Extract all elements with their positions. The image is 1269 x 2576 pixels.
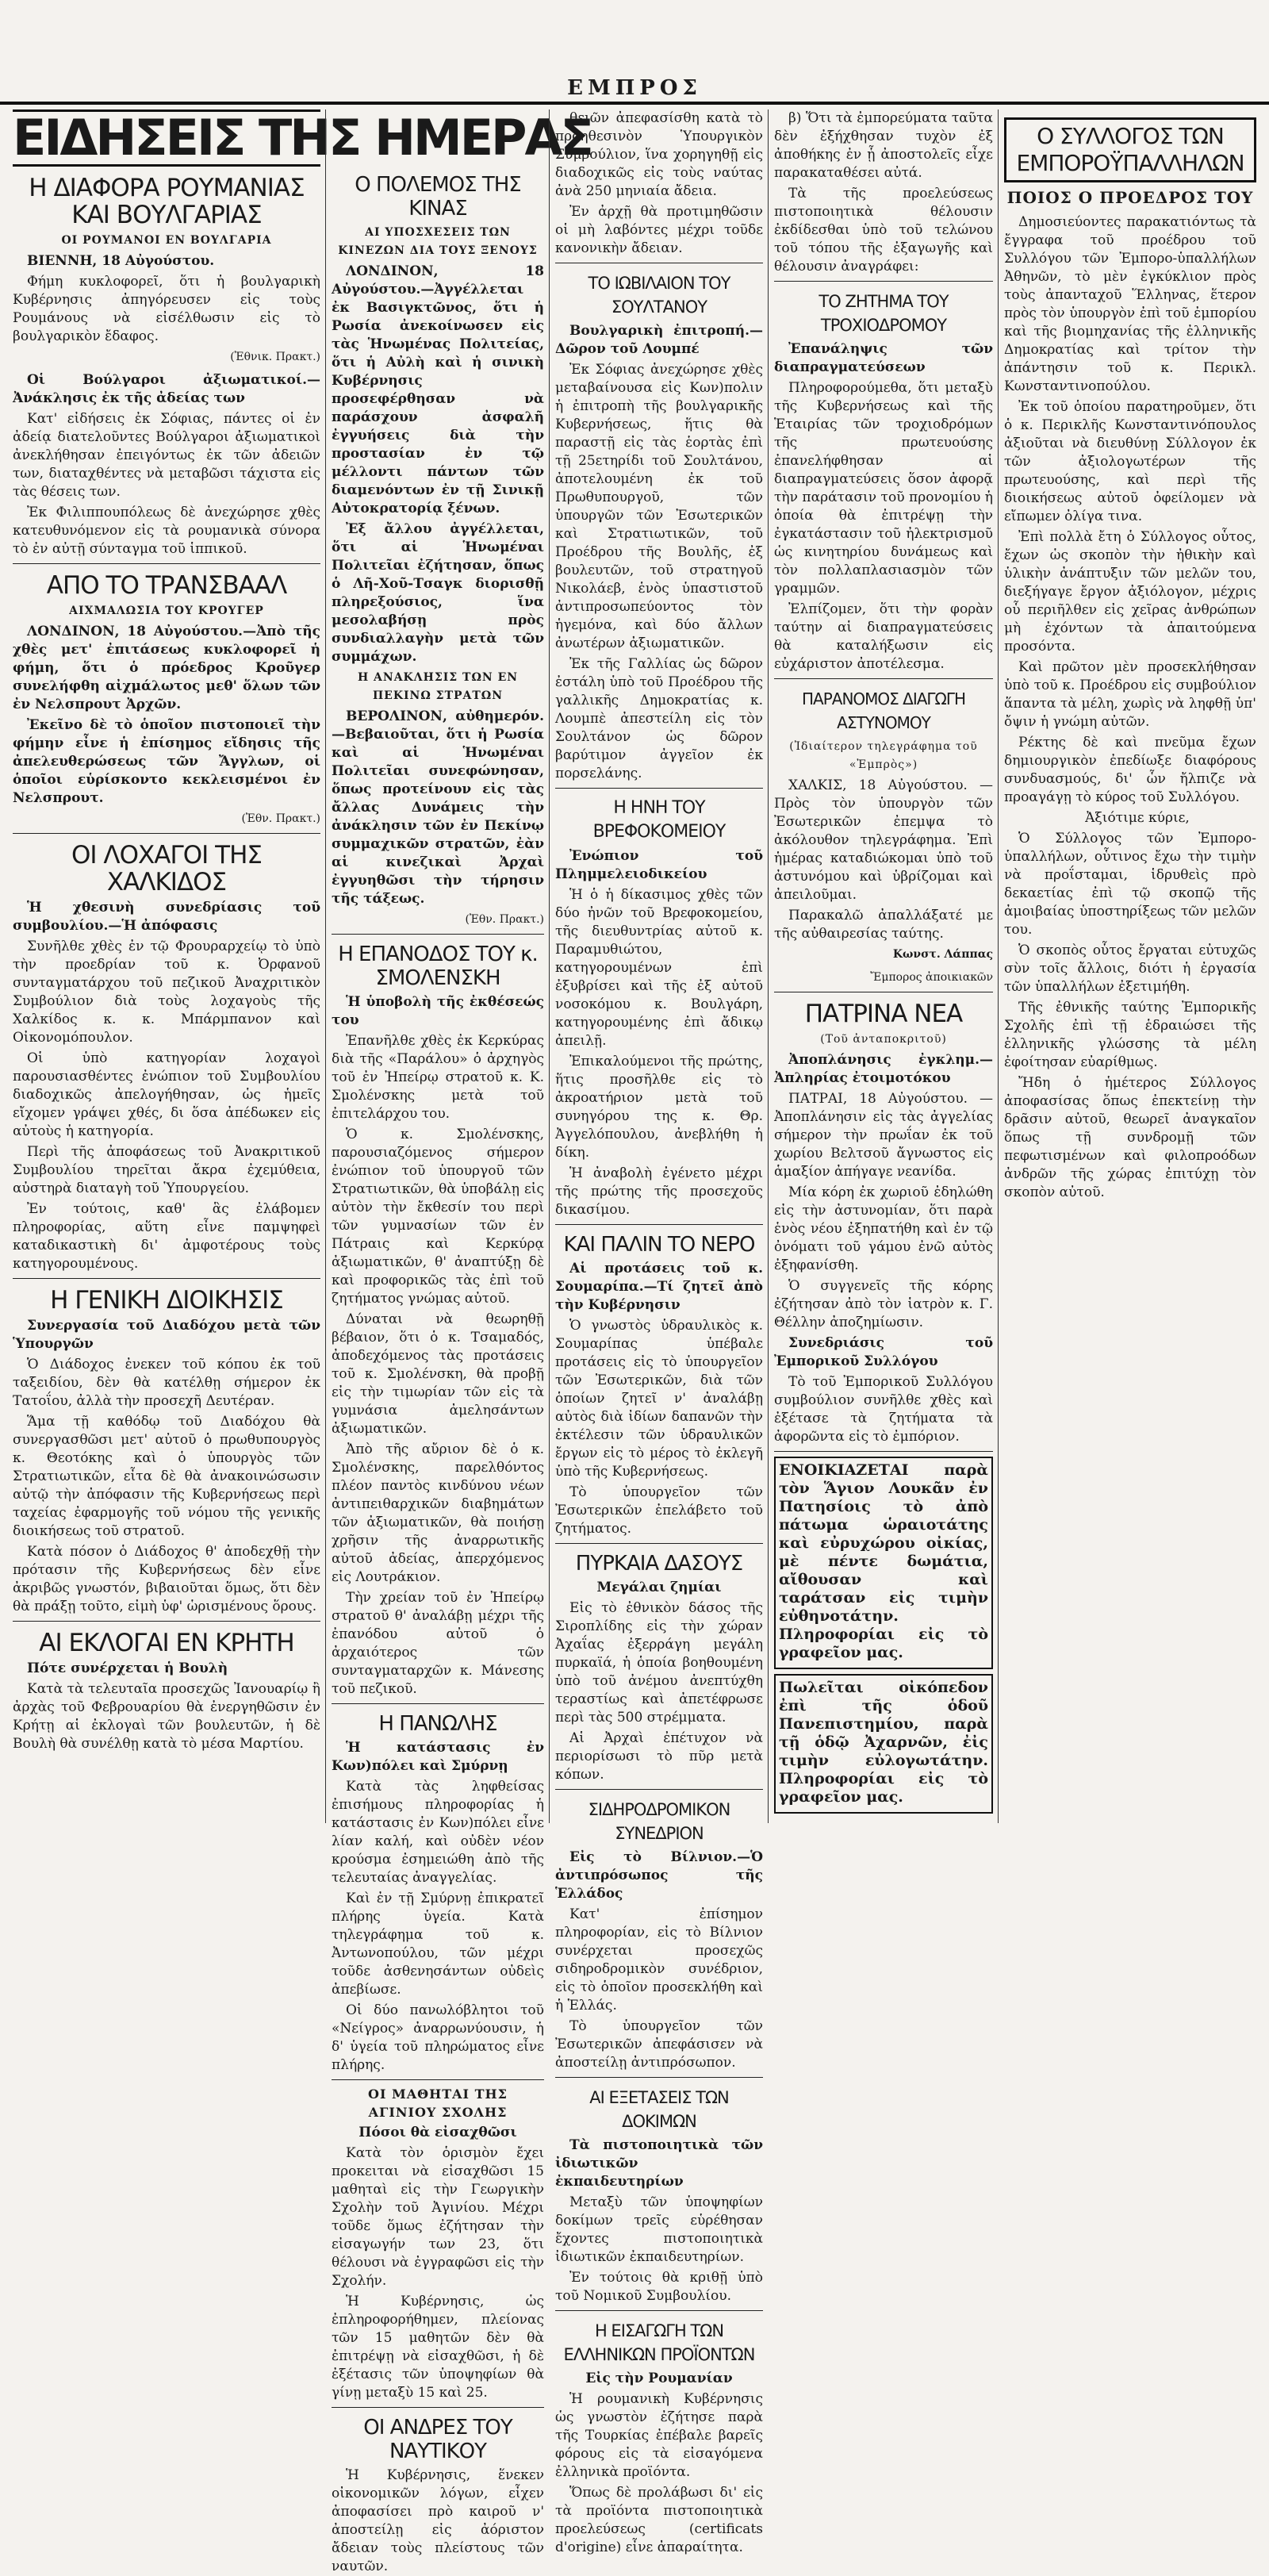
paragraph: Περὶ τῆς ἀποφάσεως τοῦ Ἀνακριτικοῦ Συμβουλίου τηρεῖται ἄκρα ἐχεμύθεια, αὐστηρὰ διαταγὴ τοῦ Ὑπουργείου. <box>13 1144 320 1196</box>
paragraph: Κατὰ τὸν ὁρισμὸν ἔχει προκειται νὰ εἰσαχθῶσι 15 μαθηταὶ εἰς τὴν Γεωργικὴν Σχολὴν τοῦ Ἀγινίου. Μέχρι τοῦδε ὅμως ἐζήτησαν τὴν εἰσαγωγήν των 23, ὅτι θέλουσι νὰ ἐγγραφῶσι εἰς τὴν Σχολήν. <box>332 2145 544 2289</box>
paragraph: Ἐκ Σόφιας ἀνεχώρησε χθὲς μεταβαίνουσα εἰς Κων)πολιν ἡ ἐπιτροπὴ τῆς βουλγαρικῆς Κυβερνήσεως, ἥτις θὰ παραστῇ εἰς τὰς ἑορτὰς ἐπὶ τῇ 25ετηρίδι τοῦ Σουλτάνου, ἀποτελουμένη ἐκ τοῦ Πρωθυπουργοῦ, τῶν ὑπουργῶν τῶν Ἐσωτερικῶν καὶ Στρατιωτικῶν, τοῦ Προέδρου τῆς Βουλῆς, ἐξ βουλευτῶν, τοῦ στρατηγοῦ Νικολάεβ, ἑνὸς ὑπαστιστοῦ ἀντιπροσωπεύοντος τὸν ἡγεμόνα, καὶ δύο ἄλλων ἀνωτέρων ἀξιωματικῶν. <box>555 362 763 651</box>
headline-school-students: ΟΙ ΜΑΘΗΤΑΙ ΤΗΣ ΑΓΙΝΙΟΥ ΣΧΟΛΗΣ <box>368 2087 508 2120</box>
lead-line: Ἡ ὑποβολὴ τῆς ἐκθέσεώς του <box>332 994 544 1028</box>
paragraph: Συνῆλθε χθὲς ἐν τῷ Φρουραρχείῳ τὸ ὑπὸ τὴν προεδρίαν τοῦ κ. Ὀρφανοῦ συνταγματάρχου τοῦ πεζικοῦ Ἀναχριτικὸν Συμβούλιον διὰ τοὺς λοχαγοὺς τῆς Χαλκίδος κ. κ. Μπάρμπανον καὶ Οἰκονομόπουλον. <box>13 939 320 1046</box>
column-2 <box>332 109 544 2574</box>
lead-line: Πόσοι θὰ εἰσαχθῶσι <box>358 2125 517 2140</box>
headline-crete-elections: ΑΙ ΕΚΛΟΓΑΙ ΕΝ ΚΡΗΤΗ <box>39 1629 294 1657</box>
headline-forest-fire: ΠΥΡΚΑΙΑ ΔΑΣΟΥΣ <box>575 1552 743 1576</box>
paragraph: Δύναται νὰ θεωρηθῇ βέβαιον, ὅτι ὁ κ. Τσαμαδός, ἀποδεχόμενος τὰς προτάσεις τοῦ κ. Σμολένσκη, θὰ προβῇ εἰς τὴν τιμωρίαν τῶν εἰς τὰ γυμνάσια ἀμελησάντων ἀξιωματικῶν. <box>332 1311 544 1437</box>
advertisement-rent <box>774 1457 993 1669</box>
divider <box>774 1451 993 1452</box>
paragraph: Φήμη κυκλοφορεῖ, ὅτι ἡ βουλγαρικὴ Κυβέρνησις ἀπηγόρευσεν εἰς τοὺς Ρουμάνους νὰ εἰσέλθωσιν εἰς τὸ βουλγαρικὸν ἔδαφος. <box>13 274 320 344</box>
paragraph: Ἀπὸ τῆς αὔριον δὲ ὁ κ. Σμολένσκης, παρελθόντος πλέον παντὸς κινδύνου νέων ἀντιπειθαρχικῶν διαβημάτων τῶν ἀξιωματικῶν, θὰ ποιήσῃ χρῆσιν τῆς ἀναρρωτικῆς αὑτοῦ ἀδείας, ἀπερχόμενος εἰς Λουτράκιον. <box>332 1442 544 1585</box>
lead-line: Συνεργασία τοῦ Διαδόχου μετὰ τῶν Ὑπουργῶν <box>13 1318 320 1352</box>
divider <box>555 788 763 789</box>
headline-water-again: ΚΑΙ ΠΑΛΙΝ ΤΟ ΝΕΡΟ <box>563 1233 755 1257</box>
paragraph: Οἱ ὑπὸ κατηγορίαν λοχαγοὶ παρουσιασθέντες ἐνώπιον τοῦ Συμβουλίου διαδοχικῶς ἀπελογήθησαν, ὡς ἡμεῖς εἴχομεν γράψει χθές, δι ὅσα ἀπέδωκεν εἰς αὐτοὺς ἡ κατηγορία. <box>13 1050 320 1139</box>
headline-greek-products: Η ΕΙΣΑΓΩΓΗ ΤΩΝ ΕΛΛΗΝΙΚΩΝ ΠΡΟΪΟΝΤΩΝ <box>563 2321 755 2364</box>
subhead: ΑΙ ΥΠΟΣΧΕΣΕΙΣ ΤΩΝ ΚΙΝΕΖΩΝ ΔΙΑ ΤΟΥΣ ΞΕΝΟΥΣ <box>338 226 538 257</box>
advertisement-sale <box>774 1674 993 1814</box>
paragraph: Ὁ Σύλλογος τῶν Ἐμπορο-ὑπαλλήλων, οὗτινος ἔχω τὴν τιμὴν νὰ προΐσταμαι, ἱδρυθεὶς πρὸ δεκαετίας ἐπὶ τῷ σκοπῷ τῆς ἀμοιβαίας ὑποστηρίξεως τῶν μελῶν του. <box>1004 831 1256 938</box>
lead-line: Εἰς τὸ Βίλνιον.—Ὁ ἀντιπρόσωπος τῆς Ἑλλάδος <box>555 1849 763 1902</box>
headline-transvaal: ΑΠΟ ΤΟ ΤΡΑΝΣΒΑΑΛ <box>46 571 287 600</box>
paragraph: Καὶ πρῶτον μὲν προσεκλήθησαν ὑπὸ τοῦ κ. Προέδρου εἰς συμβούλιον ἅπαντα τὰ μέλη, χωρὶς νὰ ληφθῇ ὑπ' ὄψιν ἡ γνώμη αὐτῶν. <box>1004 659 1256 730</box>
subhead: ΠΟΙΟΣ Ο ΠΡΟΕΔΡΟΣ ΤΟΥ <box>1006 188 1254 207</box>
headline-tramway-question: ΤΟ ΖΗΤΗΜΑ ΤΟΥ ΤΡΟΧΙΟΔΡΟΜΟΥ <box>819 292 949 335</box>
paragraph: Τὸ τοῦ Ἐμπορικοῦ Συλλόγου συμβούλιον συνῆλθε χθὲς καὶ ἐξέτασε τὰ ζητήματα τὰ ἀφορῶντα εἰς τὸ ἐμπόριον. <box>774 1374 993 1445</box>
signature: Κωνστ. Λάππας <box>892 948 993 961</box>
headline-cadet-exams: ΑΙ ΕΞΕΤΑΣΕΙΣ ΤΩΝ ΔΟΚΙΜΩΝ <box>589 2088 729 2131</box>
subhead: (Ἰδιαίτερον τηλεγράφημα τοῦ «Ἐμπρὸς») <box>789 740 978 771</box>
headline-plague: Η ΠΑΝΩΛΗΣ <box>378 1712 497 1736</box>
paragraph: Κατ' ἐπίσημον πληροφορίαν, εἰς τὸ Βίλνιον συνέρχεται προσεχῶς σιδηροδρομικὸν συνέδριον, εἰς τὸ ὁποῖον προσεκλήθη καὶ ἡ Ἑλλάς. <box>555 1906 763 2014</box>
paragraph: Καὶ ἐν τῇ Σμύρνῃ ἐπικρατεῖ πλήρης ὑγεία. Κατὰ τηλεγράφημα τοῦ κ. Ἀντωνοπούλου, τῶν μέχρι τοῦδε ἀσθενησάντων οὐδεὶς ἀπεβίωσε. <box>332 1891 544 1998</box>
source-credit: (Ἐθν. Πρακτ.) <box>241 812 320 825</box>
headline-navy-men: ΟΙ ΑΝΔΡΕΣ ΤΟΥ ΝΑΥΤΙΚΟΥ <box>363 2416 512 2463</box>
lead-line: Ἡ κατάστασις ἐν Κων)πόλει καὶ Σμύρνῃ <box>332 1740 544 1774</box>
paragraph: Ἐν τούτοις θὰ κριθῇ ὑπὸ τοῦ Νομικοῦ Συμβουλίου. <box>555 2270 763 2304</box>
paragraph: Παρακαλῶ ἀπαλλάξατέ με τῆς αὐθαιρεσίας ταύτης. <box>774 908 993 942</box>
ad-text: ΕΝΟΙΚΙΑΖΕΤΑΙ παρὰ τὸν Ἅγιον Λουκᾶν ἐν Πατησίοις τὸ ἀπὸ πάτωμα ὡραιοτάτης καὶ εὐρυχώρου οἰκίας, μὲ πέντε δωμάτια, αἴθουσαν καὶ ταράτσαν εἰς τιμὴν εὐθηνοτάτην. Πληροφορίαι εἰς τὸ γραφεῖον μας. <box>779 1461 988 1661</box>
top-rule <box>0 102 1269 105</box>
headline-chalkis-captains: ΟΙ ΛΟΧΑΓΟΙ ΤΗΣ ΧΑΛΚΙΔΟΣ <box>71 841 262 896</box>
paragraph: ΛΟΝΔΙΝΟΝ, 18 Αὐγούστου.—Ἀγγέλλεται ἐκ Βασιγκτῶνος, ὅτι ἡ Ρωσία ἀνεκοίνωσεν εἰς τὰς Ἡνωμένας Πολιτείας, ὅτι ἡ Αὐλὴ καὶ ἡ σινικὴ Κυβέρνησις προσεφέρθησαν νὰ παράσχουν ἀσφαλῆ ἐγγυήσεις διὰ τὴν προστασίαν ἐν τῷ μέλλοντι πάντων τῶν διαμενόντων ἐν τῇ Σινικῇ Αὐτοκρατορίᾳ ξένων. <box>332 263 544 516</box>
divider <box>332 934 544 935</box>
paragraph: ΒΕΡΟΛΙΝΟΝ, αὐθημερόν.—Βεβαιοῦται, ὅτι ἡ Ρωσία καὶ αἱ Ἡνωμέναι Πολιτεῖαι συνεφώνησαν, ὅπως προτείνουν εἰς τὰς ἄλλας Δυνάμεις τὴν ἀνάκλησιν τῶν ἐν Πεκίνῳ συμμαχικῶν στρατῶν, ἐὰν αἱ κινεζικαὶ Ἀρχαὶ ἐγγυηθῶσι τὴν τήρησιν τῆς τάξεως. <box>332 708 544 907</box>
paragraph: Ἐλπίζομεν, ὅτι τὴν φορὰν ταύτην αἱ διαπραγματεύσεις θὰ καταλήξωσιν εἰς εὐχάριστον ἀποτέλεσμα. <box>774 601 993 672</box>
headline-patras-news: ΠΑΤΡΙΝΑ ΝΕΑ <box>804 1000 963 1028</box>
headline-railway-congress: ΣΙΔΗΡΟΔΡΟΜΙΚΟΝ ΣΥΝΕΔΡΙΟΝ <box>588 1800 730 1843</box>
lead-line: Ἐνώπιον τοῦ Πλημμελειοδικείου <box>555 848 763 882</box>
paragraph: Κατὰ πόσον ὁ Διάδοχος θ' ἀποδεχθῇ τὴν πρότασιν τῆς Κυβερνήσεως δὲν εἶνε ἀκριβῶς γνωστόν, βιβαιοῦται ὅμως, ὅτι δὲν θὰ πράξῃ τοῦτο, εἰμὴ ὑφ' ὡρισμένους ὅρους. <box>13 1544 320 1614</box>
lead-line: Αἱ προτάσεις τοῦ κ. Σουμαρίπα.—Τί ζητεῖ ἀπὸ τὴν Κυβέρνησιν <box>555 1261 763 1313</box>
divider <box>555 1789 763 1790</box>
column-4 <box>774 109 993 1823</box>
lead-line: Οἱ Βούλγαροι ἀξιωματικοί.— Ἀνάκλησις ἐκ τῆς ἀδείας των <box>13 372 320 406</box>
lead-line: Μεγάλαι ζημίαι <box>596 1580 722 1595</box>
headline-orphanage-nurse: Η ΗΝΗ ΤΟΥ ΒΡΕΦΟΚΟΜΕΙΟΥ <box>592 798 726 842</box>
lead-line: Ἐπανάληψις τῶν διαπραγματεύσεων <box>774 341 993 375</box>
divider <box>332 2407 544 2408</box>
paragraph: Ὅπως δὲ προλάβωσι δι' εἰς τὰ προϊόντα πιστοποιητικὰ προελεύσεως (certificats d'origine) εἶνε ἀπαραίτητα. <box>555 2485 763 2555</box>
column-rule <box>325 109 326 1823</box>
paragraph: Μία κόρη ἐκ χωριοῦ ἐδηλώθη εἰς τὴν ἀστυνομίαν, ὅτι παρὰ ἑνὸς νέου ἐξηπατήθη καὶ ἐν τῷ ὀνόματι τοῦ γάμου ἐνῶ αὐτὸς ἐξηφανίσθη. <box>774 1184 993 1273</box>
paragraph: Ἐν τούτοις, καθ' ἃς ἐλάβομεν πληροφορίας, αὕτη εἶνε παμψηφεὶ καταδικαστικὴ δι' ἀμφοτέρους τοὺς κατηγορουμένους. <box>13 1201 320 1272</box>
column-3 <box>555 109 763 2555</box>
paragraph: Ἐκ τῆς Γαλλίας ὡς δῶρον ἐστάλη ὑπὸ τοῦ Προέδρου τῆς γαλλικῆς Δημοκρατίας κ. Λουμπὲ ἀπεστείλη εἰς τὸν Σουλτάνον ὡς δῶρον βαρύτιμον ἀγγεῖον ἐκ πορσελάνης. <box>555 656 763 781</box>
paragraph: Ὁ γνωστὸς ὑδραυλικὸς κ. Σουμαρίπας ὑπέβαλε προτάσεις εἰς τὸ ὑπουργεῖον τῶν Ἐσωτερικῶν, διὰ τῶν ὁποίων ζητεῖ ν' ἀναλάβῃ αὐτὸς διὰ ἰδίων δαπανῶν τὴν ἐκτέλεσιν τῶν ὑδραυλικῶν ἔργων εἰς τὸ μέρος τὸ ἐκλεγῆ ὑπὸ τῆς Κυβερνήσεως. <box>555 1318 763 1480</box>
paragraph: Κατὰ τὰ τελευταῖα προσεχῶς Ἰανουαρίῳ ἢ ἀρχὰς τοῦ Φεβρουαρίου θὰ ἐνεργηθῶσιν ἐν Κρήτῃ αἱ ἐκλογαὶ τῶν βουλευτῶν, ἡ δὲ Βουλὴ θὰ συνέλθῃ κατὰ τὸ μέσα Μαρτίου. <box>13 1681 320 1752</box>
paragraph: Κατ' εἰδήσεις ἐκ Σόφιας, πάντες οἱ ἐν ἀδείᾳ διατελοῦντες Βούλγαροι ἀξιωματικοὶ ἀνεκλήθησαν ἐπειγόντως ἐκ τῶν ἀδειῶν των, διαταχθέντες νὰ μεταβῶσι τάχιστα εἰς τὰς θέσεις των. <box>13 411 320 500</box>
paragraph: Αἱ Ἀρχαὶ ἐπέτυχον νὰ περιορίσωσι τὸ πῦρ μετὰ κόπων. <box>555 1730 763 1783</box>
column-5 <box>1004 109 1256 1823</box>
news-of-the-day-banner: ΕΙΔΗΣΕΙΣ ΤΗΣ ΗΜΕΡΑΣ <box>13 109 592 167</box>
subhead: ΑΙΧΜΑΛΩΣΙΑ ΤΟΥ ΚΡΟΥΓΕΡ <box>69 605 264 617</box>
paragraph: Ἡ Κυβέρνησις, ἕνεκεν οἰκονομικῶν λόγων, εἶχεν ἀποφασίσει πρὸ καιροῦ ν' ἀποστείλῃ εἰς ἀόριστον ἄδειαν τοὺς πλείστους τῶν ναυτῶν. <box>332 2467 544 2574</box>
paragraph: Ἐπανῆλθε χθὲς ἐκ Κερκύρας διὰ τῆς «Παράλου» ὁ ἀρχηγὸς τοῦ ἐν Ἠπείρῳ στρατοῦ κ. Κ. Σμολένσκης μετὰ τοῦ ἐπιτελάρχου του. <box>332 1033 544 1122</box>
paragraph: ΧΑΛΚΙΣ, 18 Αὐγούστου. — Πρὸς τὸν ὑπουργὸν τῶν Ἐσωτερικῶν ἐπεμψα τὸ ἀκόλουθον τηλεγράφημα. Ἐπὶ ἡμέρας καταδιώκομαι ὑπὸ τοῦ ἀστυνόμου καὶ ὑβρίζομαι καὶ ἀπειλοῦμαι. <box>774 777 993 903</box>
paragraph: Κατὰ τὰς ληφθείσας ἐπισήμους πληροφορίας ἡ κατάστασις ἐν Κων)πόλει εἶνε λίαν καλή, καὶ οὐδὲν νέον κρούσμα ἐσημειώθη ἀπὸ τῆς τελευταίας ἀναγγελίας. <box>332 1779 544 1886</box>
paragraph: Τὴν χρείαν τοῦ ἐν Ἠπείρῳ στρατοῦ θ' ἀναλάβῃ μέχρι τῆς ἐπανόδου αὐτοῦ ὁ ἀρχαιότερος τῶν συνταγματαρχῶν κ. Μάνεσης τοῦ πεζικοῦ. <box>332 1590 544 1697</box>
paragraph: Ἡ ὁ ἡ δίκασιμος χθὲς τῶν δύο ἠνῶν τοῦ Βρεφοκομείου, τῆς διευθυντρίας αὐτοῦ κ. Παραμυθιώτου, κατηγορουμένων ἐπὶ ἐξυβρίσει καὶ τῆς ἐξ αὐτοῦ νοσοκόμου κ. Βουλγάρη, κατηγορουμένης ἐπὶ ἄδικῳ ἀπειλῇ. <box>555 887 763 1049</box>
divider <box>555 2077 763 2078</box>
headline-china-war: Ο ΠΟΛΕΜΟΣ ΤΗΣ ΚΙΝΑΣ <box>355 173 521 221</box>
lead-line: Βουλγαρικὴ ἐπιτροπή.—Δῶρον τοῦ Λουμπέ <box>555 323 763 357</box>
salutation: Ἀξιότιμε κύριε, <box>1085 810 1190 826</box>
headline-romania-bulgaria: Η ΔΙΑΦΟΡΑ ΡΟΥΜΑΝΙΑΣ ΚΑΙ ΒΟΥΛΓΑΡΙΑΣ <box>29 174 305 229</box>
paragraph: Τὸ ὑπουργεῖον τῶν Ἐσωτερικῶν ἐπελάβετο τοῦ ζητήματος. <box>555 1484 763 1537</box>
paragraph: Τὸ ὑπουργεῖον τῶν Ἐσωτερικῶν ἀπεφάσισεν νὰ ἀποστείλῃ ἀντιπρόσωπον. <box>555 2018 763 2071</box>
column-rule <box>768 109 769 1823</box>
paragraph: Ἐν ἀρχῇ θὰ προτιμηθῶσιν οἱ μὴ λαβόντες μέχρι τοῦδε κανονικὴν ἄδειαν. <box>555 204 763 256</box>
headline-clerks-society: Ο ΣΥΛΛΟΓΟΣ ΤΩΝ ΕΜΠΟΡΟΫΠΑΛΛΗΛΩΝ <box>1004 117 1256 182</box>
paragraph: Ἐκεῖνο δὲ τὸ ὁποῖον πιστοποιεῖ τὴν φήμην εἶνε ἡ ἐπίσημος εἴδησις τῆς ἀπελευθερώσεως τῶν Ἄγγλων, οἱ ὁποῖοι εὑρίσκοντο κεκλεισμένοι ἐν Νελσπρουτ. <box>13 717 320 806</box>
paragraph: Ἡ ρουμανικὴ Κυβέρνησις ὡς γνωστὸν ἐζήτησε παρὰ τῆς Τουρκίας ἐπέβαλε βαρεῖς φόρους εἰς τὰ εἰσαγόμενα ἐλληνικὰ προϊόντα. <box>555 2391 763 2480</box>
lead-line: Εἰς τὴν Ρουμανίαν <box>585 2371 733 2386</box>
lead-line: Τὰ πιστοποιητικὰ τῶν ἰδιωτικῶν ἐκπαιδευτηρίων <box>555 2137 763 2190</box>
subhead: (Τοῦ ἀνταποκριτοῦ) <box>820 1033 947 1046</box>
lead-line: Συνεδριάσις τοῦ Ἐμπορικοῦ Συλλόγου <box>774 1335 993 1369</box>
paragraph: Δημοσιεύοντες παρακατιόντως τὰ ἔγγραφα τοῦ προέδρου τοῦ Συλλόγου τῶν Ἐμπορο-ὑπαλλήλων Ἀθηνῶν, τὸ μὲν ἐγκύκλιον πρὸς τοὺς ἀπανταχοῦ Ἕλληνας, ἕτερον πρὸς τὸν ὑπουργὸν ἐπὶ τοῦ ἐμπορίου καὶ τῆς βιομηχανίας τῆς ἐλληνικῆς Δημοκρατίας καὶ τρίτον τὴν ἀπάντησιν τοῦ κ. Περικλ. Κωνσταντινοπούλου. <box>1004 214 1256 394</box>
divider <box>13 1621 320 1622</box>
paragraph: Ἅμα τῇ καθόδῳ τοῦ Διαδόχου θὰ συνεργασθῶσι μετ' αὐτοῦ ὁ πρωθυπουργὸς κ. Θεοτόκης καὶ ὁ ὑπουργὸς τῶν Στρατιωτικῶν, εἶτα δὲ θὰ ἀνακοινώσωσιν αὐτῷ τὴν ἀπόφασιν τῆς Κυβερνήσεως περὶ ταχείας ἐφαρμογῆς τοῦ νόμου τῆς γενικῆς διοικήσεως τοῦ στρατοῦ. <box>13 1414 320 1539</box>
paragraph: Ὁ συγγενεῖς τῆς κόρης ἐζήτησαν ἀπὸ τὸν ἱατρὸν κ. Γ. Θέλλην ἀποζημίωσιν. <box>774 1278 993 1330</box>
paragraph: ΛΟΝΔΙΝΟΝ, 18 Αὐγούστου.—Ἀπὸ τῆς χθὲς μετ' ἐπιτάσεως κυκλοφορεῖ ἡ φήμη, ὅτι ὁ πρόεδρος Κροῦγερ συνελήφθη αἰχμάλωτος μεθ' ὅλων τῶν ἐν Νελσπρουτ Ἀρχῶν. <box>13 624 320 712</box>
paragraph: Μεταξὺ τῶν ὑποψηφίων δοκίμων τρεῖς εὑρέθησαν ἔχοντες πιστοποιητικὰ ἰδιωτικῶν ἐκπαιδευτηρίων. <box>555 2194 763 2265</box>
source-credit: (Ἐθν. Πρακτ.) <box>465 913 544 926</box>
paragraph: Οἱ δύο πανωλόβλητοι τοῦ «Νείγρος» ἀναρρωνύουσιν, ἡ δ' ὑγεία τοῦ πληρώματος εἶνε πλήρης. <box>332 2002 544 2073</box>
divider <box>13 563 320 564</box>
paragraph: Ἐκ τοῦ ὁποίου παρατηροῦμεν, ὅτι ὁ κ. Περικλῆς Κωνσταντινόπουλος ἀξιοῦται νὰ διευθύνῃ Σύλλογον ἐκ τῶν ἀξιολογωτέρων τῆς πρωτευούσης, καὶ περὶ τῆς διοικήσεως αὐτοῦ ὀφείλομεν νὰ εἴπωμεν ὀλίγα τινα. <box>1004 399 1256 524</box>
divider <box>332 2079 544 2080</box>
paragraph: Ρέκτης δὲ καὶ πνεῦμα ἔχων δημιουργικὸν ἐπεδίωξε διαφόρους συνδυασμούς, δι' ὧν ἤλπιζε νὰ προαγάγῃ τὸ κύρος τοῦ Συλλόγου. <box>1004 735 1256 805</box>
divider <box>13 833 320 834</box>
divider <box>555 1543 763 1544</box>
lead-line: Ἡ χθεσινὴ συνεδρίασις τοῦ συμβουλίου.—Ἡ ἀπόφασις <box>13 900 320 934</box>
paragraph: Ἐπικαλούμενοι τῆς πρώτης, ἥτις προσῆλθε εἰς τὸ ἀκροατήριον μετὰ τοῦ συνηγόρου της κ. Θρ. Ἀγγελόπουλου, ἀνεβλήθη ἡ δίκη. <box>555 1054 763 1161</box>
paragraph: Ἐκ Φιλιππουπόλεως δὲ ἀνεχώρησε χθὲς κατευθυνόμενον εἰς τὰ ρουμανικὰ σύνορα τὸ ἐν αὐτῇ σύνταγμα τοῦ ἱππικοῦ. <box>13 505 320 557</box>
signature-title: Ἔμπορος ἀποικιακῶν <box>870 971 993 984</box>
paragraph: Ἐξ ἄλλου ἀγγέλλεται, ὅτι αἱ Ἡνωμέναι Πολιτεῖαι ἐζήτησαν, ὅπως ὁ Λῆ-Χοῦ-Τσαγκ διορισθῇ πληρεξούσιος, ἵνα μεσολαβήσῃ πρὸς συνδιαλλαγὴν μετὰ τῶν συμμάχων. <box>332 521 544 665</box>
divider <box>555 2310 763 2311</box>
paragraph: Ὁ Διάδοχος ἐνεκεν τοῦ κόπου ἐκ τοῦ ταξειδίου, δὲν θὰ κατέλθῃ σήμερον ἐκ Τατοΐου, ἀλλὰ τὴν προσεχῆ Δευτέραν. <box>13 1357 320 1409</box>
paragraph: Εἰς τὸ ἐθνικὸν δάσος τῆς Σιροπλίδης εἰς τὴν χώραν Ἀχαΐας ἐξερράγη μεγάλη πυρκαϊά, ἡ ὁποία βοηθουμένη ὑπὸ τοῦ ἀνέμου ἀνεπτύχθη τεραστίως καὶ ἀπετέφρωσε περὶ τὰς 500 στρέμματα. <box>555 1600 763 1726</box>
dateline: ΒΙΕΝΝΗ, 18 Αὐγούστου. <box>27 253 215 269</box>
lead-line: Πότε συνέρχεται ἡ Βουλὴ <box>27 1660 228 1676</box>
ad-text: Πωλεῖται οἰκόπεδον ἐπὶ τῆς ὁδοῦ Πανεπιστημίου, παρὰ τῇ ὁδῷ Ἀχαρνῶν, ἐἰς τιμὴν εὐλογωτάτην. Πληροφορίαι εἰς τὸ γραφεῖον μας. <box>779 1679 988 1806</box>
paragraph: Πληροφορούμεθα, ὅτι μεταξὺ τῆς Κυβερνήσεως καὶ τῆς Ἑταιρίας τῶν τροχιοδρόμων τῆς πρωτευούσης ἐπανελήφθησαν αἱ διαπραγματεύσεις ὅσον ἀφορᾷ τὴν παράτασιν τοῦ προνομίου ἡ ὁποία θὰ ἐπιτρέψῃ τὴν ἐγκατάστασιν τοῦ ἠλεκτρισμοῦ ὡς κινητηρίου δυνάμεως καὶ τὸν πολλαπλασιασμὸν τῶν γραμμῶν. <box>774 380 993 597</box>
divider <box>774 281 993 282</box>
paragraph: Τῆς ἐθνικῆς ταύτης Ἐμπορικῆς Σχολῆς ἐπὶ τῇ ἑδραιώσει τῆς ἑλληνικῆς γλώσσης τὰ μέλη ἐφοίτησαν εὐαρίθμως. <box>1004 1000 1256 1070</box>
lead-line: Ἀποπλάνησις ἐγκλημ.—Ἀπληρίας ἐτοιμοτόκου <box>774 1052 993 1086</box>
headline-police-conduct: ΠΑΡΑΝΟΜΟΣ ΔΙΑΓΩΓΗ ΑΣΤΥΝΟΜΟΥ <box>801 689 966 732</box>
divider <box>332 1703 544 1704</box>
source-credit: (Ἐθνικ. Πρακτ.) <box>230 351 320 363</box>
headline-smolenskis-return: Η ΕΠΑΝΟΔΟΣ ΤΟΥ κ. ΣΜΟΛΕΝΣΚΗ <box>338 942 538 990</box>
subhead: Η ΑΝΑΚΛΗΣΙΣ ΤΩΝ ΕΝ ΠΕΚΙΝΩ ΣΤΡΑΤΩΝ <box>357 671 519 702</box>
paragraph: Ἐπὶ πολλὰ ἔτη ὁ Σύλλογος οὗτος, ἔχων ὡς σκοπὸν τὴν ἠθικὴν καὶ ὑλικὴν ἀνάπτυξιν τῶν μελῶν του, διεξήγαγε ἔργον ἀξιόλογον, μέχρις οὗ περιῆλθεν εἰς χεῖρας ἀνθρώπων μὴ ἐχόντων τὰ ἀπαιτούμενα προσόντα. <box>1004 529 1256 655</box>
headline-sultan-jubilee: ΤΟ ΙΩΒΙΛΑΙΟΝ ΤΟΥ ΣΟΥΛΤΑΝΟΥ <box>588 274 730 317</box>
masthead: ΕΜΠΡΟΣ <box>567 76 702 100</box>
paragraph: Ἡ ἀναβολὴ ἐγένετο μέχρι τῆς πρώτης τῆς προσεχοῦς δικασίμου. <box>555 1165 763 1218</box>
paragraph: θειῶν ἀπεφασίσθη κατὰ τὸ προηθεσινὸν Ὑπουργικὸν Συμβούλιον, ἵνα χορηγηθῇ εἰς διαδοχικῶς εἰς τοὺς ναύτας ἀνὰ 250 μηνιαία ἄδεια. <box>555 110 763 199</box>
paragraph: β) Ὅτι τὰ ἐμπορεύματα ταῦτα δὲν ἐξήχθησαν τυχὸν ἐξ ἀποθήκης ἐν ᾗ ἀποστολεῖς εἶχε παρακαταθέσει αὐτά. <box>774 110 993 181</box>
paragraph: Ἡ Κυβέρνησις, ὡς ἐπληροφορήθημεν, πλείονας τῶν 15 μαθητῶν δὲν θὰ ἐπιτρέψῃ νὰ εἰσαχθῶσι, ἡ δὲ ἐξέτασις τῶν ὑποψηφίων θὰ γίνῃ μεταξὺ 15 καὶ 25. <box>332 2294 544 2401</box>
column-rule <box>998 109 999 1823</box>
column-rule <box>549 109 550 1823</box>
divider <box>555 1224 763 1225</box>
paragraph: Ὁ κ. Σμολένσκης, παρουσιαζόμενος σήμερον ἐνώπιον τοῦ ὑπουργοῦ τῶν Στρατιωτικῶν, θὰ ὑποβάλῃ εἰς αὐτὸν τὴν ἔκθεσίν του περὶ τῶν γυμνασίων τῶν ἐν Πάτραις καὶ Κερκύρᾳ ἀξιωματικῶν, θ' ἀναπτύξῃ δὲ καὶ προφορικῶς τὰς ἐπὶ τοῦ ζητήματος γνώμας αὐτοῦ. <box>332 1127 544 1307</box>
paragraph: ΠΑΤΡΑΙ, 18 Αὐγούστου. — Ἀποπλάνησιν εἰς τὰς ἀγγελίας σήμερον τὴν πρωΐαν ἐκ τοῦ χωρίου Βελτσοῦ ἄγνωστος εἰς ἁμαξίον ἀπήγαγε νεανίδα. <box>774 1091 993 1180</box>
paragraph: Ὁ σκοπὸς οὗτος ἔργαται εὐτυχῶς σὺν τοῖς ἄλλοις, διότι ἡ ἐργασία τῶν ὑπαλλήλων ἐξετιμήθη. <box>1004 942 1256 995</box>
divider <box>13 1278 320 1279</box>
headline-general-command: Η ΓΕΝΙΚΗ ΔΙΟΙΚΗΣΙΣ <box>50 1286 283 1315</box>
divider <box>774 678 993 679</box>
paragraph: Τὰ τῆς προελεύσεως πιστοποιητικὰ θέλουσιν ἐκδίδεσθαι ὑπὸ τοῦ τελώνου τοῦ τόπου τῆς ἐξαγωγῆς καὶ θέλουσιν ἀναγράφει: <box>774 186 993 274</box>
subhead: ΟΙ ΡΟΥΜΑΝΟΙ ΕΝ ΒΟΥΛΓΑΡΙΑ <box>61 234 272 247</box>
paragraph: Ἤδη ὁ ἡμέτερος Σύλλογος ἀποφασίσας ὅπως ἐπεκτείνῃ τὴν δρᾶσιν αὐτοῦ, θεωρεῖ ἀναγκαῖον ὅπως τῇ συνδρομῇ τῶν πεφωτισμένων καὶ φιλοπροόδων ἀνδρῶν τῆς χώρας ἐπιτύχῃ τὸν σκοπὸν αὐτοῦ. <box>1004 1075 1256 1200</box>
